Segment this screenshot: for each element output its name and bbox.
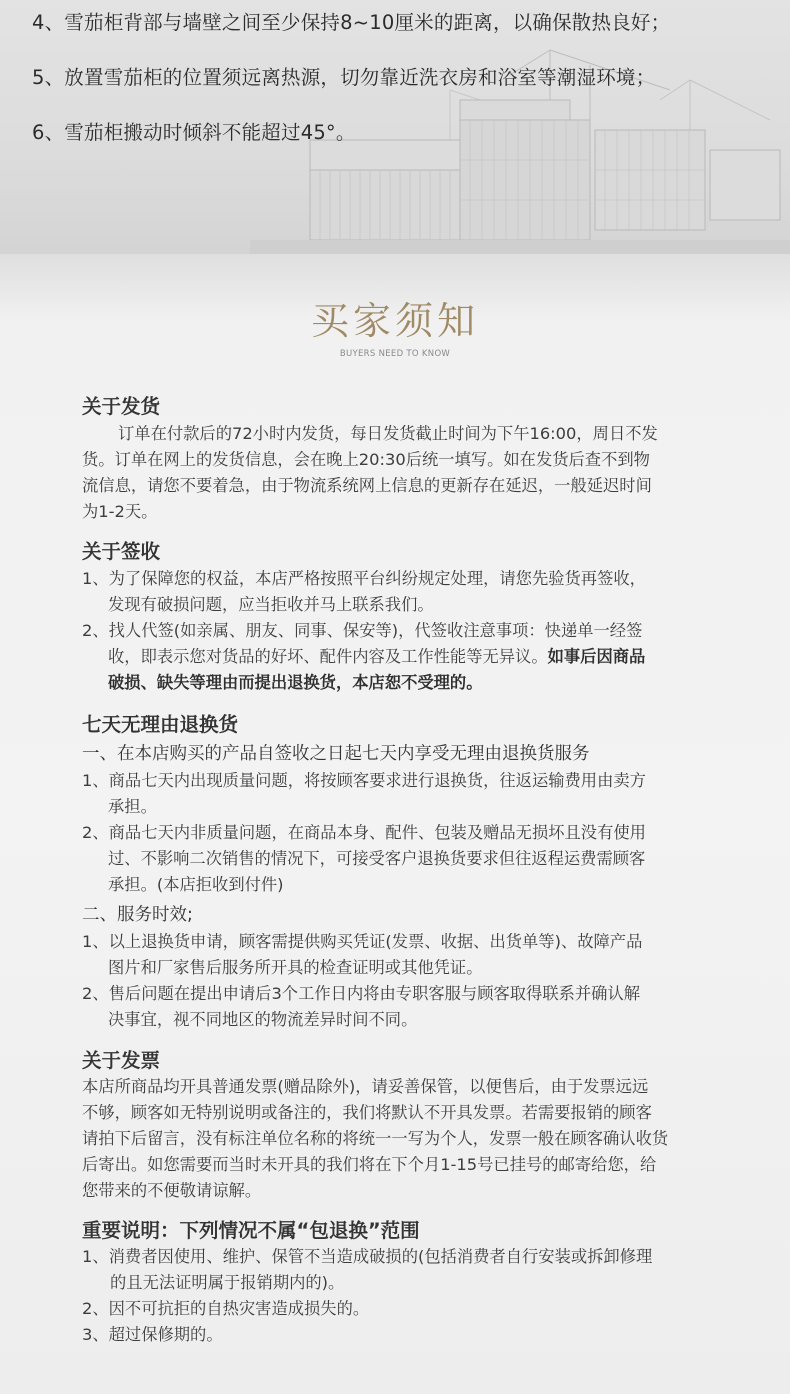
returns-item: 2、商品七天内非质量问题，在商品本身、配件、包装及赠品无损坏且没有使用 [82, 823, 646, 842]
care-tips-banner [0, 0, 790, 254]
returns-section-1: 一、在本店购买的产品自签收之日起七天内享受无理由退换货服务 [82, 744, 590, 764]
receiving-item-2-bold-cont: 破损、缺失等理由而提出退换货，本店恕不受理的。 [108, 673, 483, 692]
invoice-line: 请拍下后留言，没有标注单位名称的将统一一写为个人，发票一般在顾客确认收货 [82, 1129, 669, 1148]
page-subtitle: BUYERS NEED TO KNOW [339, 349, 451, 359]
exclusions-heading: 重要说明：下列情况不属“包退换”范围 [82, 1219, 420, 1242]
shipping-line: 流信息，请您不要着急，由于物流系统网上信息的更新存在延迟，一般延迟时间 [82, 476, 652, 495]
invoice-heading: 关于发票 [82, 1049, 161, 1072]
shipping-line: 为1-2天。 [82, 502, 158, 521]
invoice-line: 您带来的不便敬请谅解。 [82, 1181, 262, 1200]
receiving-item-1-cont: 发现有破损问题，应当拒收并马上联系我们。 [108, 595, 434, 614]
care-tip-6: 6、雪茄柜搬动时倾斜不能超过45°。 [32, 121, 356, 144]
invoice-line: 本店所商品均开具普通发票(赠品除外)，请妥善保管，以便售后，由于发票远远 [82, 1077, 649, 1096]
shipping-heading: 关于发货 [82, 395, 161, 418]
exclusion-item: 2、因不可抗拒的自热灾害造成损失的。 [82, 1299, 370, 1318]
receiving-heading: 关于签收 [82, 540, 161, 563]
care-tip-5: 5、放置雪茄柜的位置须远离热源，切勿靠近洗衣房和浴室等潮湿环境； [32, 66, 656, 89]
invoice-line: 后寄出。如您需要而当时未开具的我们将在下个月1-15号已挂号的邮寄给您，给 [82, 1155, 657, 1174]
exclusion-item-cont: 的且无法证明属于报销期内的)。 [110, 1273, 345, 1292]
shipping-line: 货。订单在网上的发货信息，会在晚上20:30后统一填写。如在发货后查不到物 [82, 450, 650, 469]
invoice-line: 不够，顾客如无特别说明或备注的，我们将默认不开具发票。若需要报销的顾客 [82, 1103, 652, 1122]
returns-item-cont: 过、不影响二次销售的情况下，可接受客户退换货要求但往返程运费需顾客 [108, 849, 646, 868]
returns-item-cont: 承担。(本店拒收到付件) [108, 875, 284, 894]
shipping-line: 订单在付款后的72小时内发货，每日发货截止时间为下午16:00，周日不发 [118, 424, 658, 443]
returns-item: 1、商品七天内出现质量问题，将按顾客要求进行退换货，往返运输费用由卖方 [82, 771, 646, 790]
returns-item-cont: 图片和厂家售后服务所开具的检查证明或其他凭证。 [108, 958, 483, 977]
page-title: 买家须知 [310, 299, 479, 343]
receiving-item-2: 2、找人代签(如亲属、朋友、同事、保安等)，代签收注意事项：快递单一经签 [82, 621, 643, 640]
receiving-item-2-cont [108, 644, 748, 670]
receiving-item-2-bold: 如事后因商品 [547, 647, 646, 666]
returns-item-cont: 决事宜，视不同地区的物流差异时间不同。 [108, 1010, 418, 1029]
receiving-item-1: 1、为了保障您的权益，本店严格按照平台纠纷规定处理，请您先验货再签收， [82, 569, 646, 588]
returns-item-cont: 承担。 [108, 797, 157, 816]
exclusion-item: 3、超过保修期的。 [82, 1325, 223, 1344]
exclusion-item: 1、消费者因使用、维护、保管不当造成破损的(包括消费者自行安装或拆卸修理 [82, 1247, 653, 1266]
receiving-item-2-plain: 收，即表示您对货品的好坏、配件内容及工作性能等无异议。 [108, 647, 548, 666]
returns-item: 1、以上退换货申请，顾客需提供购买凭证(发票、收据、出货单等)、故障产品 [82, 932, 643, 951]
returns-section-2: 二、服务时效; [82, 905, 193, 925]
care-tip-4: 4、雪茄柜背部与墙壁之间至少保持8~10厘米的距离，以确保散热良好； [32, 11, 671, 34]
returns-heading: 七天无理由退换货 [82, 713, 239, 736]
returns-item: 2、售后问题在提出申请后3个工作日内将由专职客服与顾客取得联系并确认解 [82, 984, 641, 1003]
